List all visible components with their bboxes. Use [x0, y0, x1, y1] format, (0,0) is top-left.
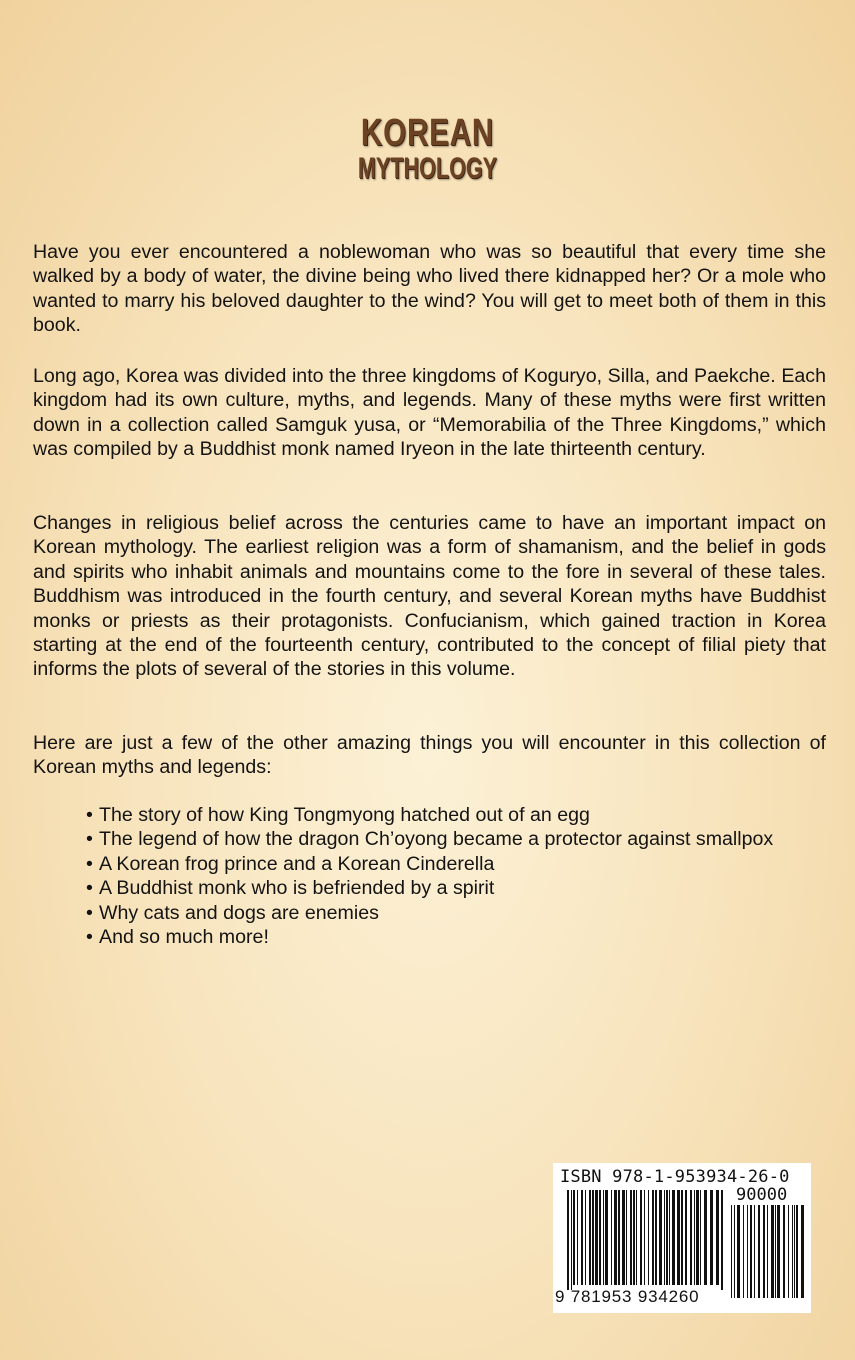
price-code: 90000: [736, 1185, 788, 1205]
list-item: [86, 925, 806, 949]
list-item-text: And so much more!: [99, 926, 269, 949]
bullet-icon: •: [86, 901, 93, 924]
list-item: [86, 876, 806, 900]
isbn-label: ISBN 978-1-953934-26-0: [560, 1167, 790, 1187]
book-title: KOREAN: [360, 112, 495, 154]
highlights-list: [86, 803, 806, 949]
list-item-text: The story of how King Tongmyong hatched out of an egg: [99, 804, 590, 826]
bullet-icon: •: [86, 877, 93, 900]
isbn-barcode-block: [553, 1163, 811, 1313]
book-subtitle: MYTHOLOGY: [357, 152, 498, 185]
bullet-icon: •: [86, 852, 93, 875]
blurb-paragraph-3: Changes in religious belief across the centuries came to have an important impact on Korean mythology. The earliest religion was a form of shamanism, and the belief in gods and spirits who inhabit animals and mountains come to the fore in several of these tales. Buddhism was introduced in the fourth century, and several Korean myths have Buddhist monks or priests as their protagonists. Confucianism, which gained traction in Korea starting at the end of the fourteenth century, contributed to the concept of filial piety that informs the plots of several of the stories in this volume.: [33, 512, 826, 681]
bullet-icon: •: [86, 926, 93, 949]
blurb-paragraph-2: Long ago, Korea was divided into the three kingdoms of Koguryo, Silla, and Paekche. Each kingdom had its own culture, myths, and legends. Many of these myths were first written down in a collection called Samguk yusa, or “Memorabilia of the Three Kingdoms,” which was compiled by a Buddhist monk named Iryeon in the late thirteenth century.: [33, 365, 826, 461]
list-item-text: The legend of how the dragon Ch’oyong became a protector against smallpox: [99, 828, 774, 851]
blurb-paragraph-4: Here are just a few of the other amazing things you will encounter in this collection of Korean myths and legends:: [33, 732, 826, 779]
bullet-icon: •: [86, 804, 93, 826]
list-item: [86, 901, 806, 925]
list-item: [86, 827, 806, 851]
list-item: [86, 803, 806, 827]
list-item: [86, 852, 806, 876]
list-item-text: Why cats and dogs are enemies: [99, 901, 379, 924]
list-item-text: A Korean frog prince and a Korean Cinderella: [99, 852, 495, 875]
blurb-paragraph-1: Have you ever encountered a noblewoman who was so beautiful that every time she walked by a body of water, the divine being who lived there kidnapped her? Or a mole who wanted to marry his beloved daughter to the wind? You will get to meet both of them in this book.: [33, 241, 826, 337]
barcode-digits: 9 781953 934260: [555, 1287, 700, 1306]
list-item-text: A Buddhist monk who is befriended by a spirit: [99, 877, 495, 900]
bullet-icon: •: [86, 828, 93, 851]
